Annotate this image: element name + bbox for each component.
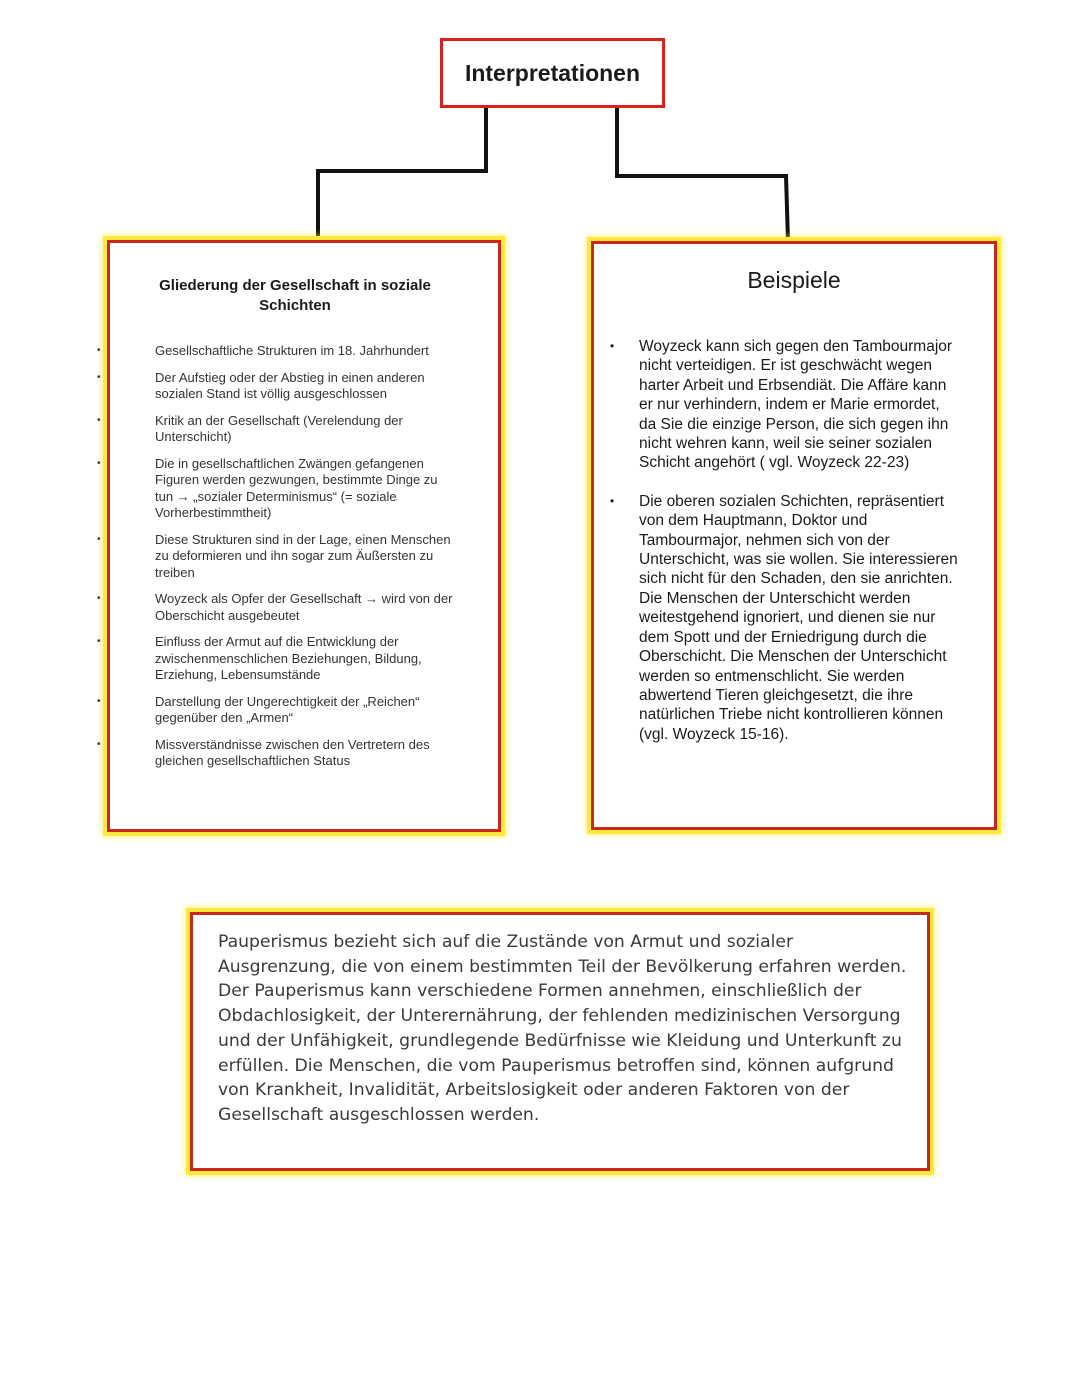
connector-left [318,108,486,240]
social-structure-heading: Gliederung der Gesellschaft in soziale Schichten [159,277,431,314]
list-item: • Der Aufstieg oder der Abstieg in einen anderen sozialen Stand ist völlig ausgeschlossen [97,369,425,401]
bullet-icon: • [610,493,615,508]
bullet-icon: • [97,371,101,383]
pauperism-text: Pauperismus bezieht sich auf die Zustände von Armut und sozialer Ausgrenzung, die von einem bestimmten Teil der Bevölkerung erfahren werden. Der Pauperismus kann verschiedene Formen annehmen, einschließlich der Obdachlosigkeit, der Unterernährung, der fehlenden medizinischen Versorgung und der Unfähigkeit, grundlegende Bedürfnisse wie Kleidung und Unterkunft zu erfüllen. Die Menschen, die vom Pauperismus betroffen sind, können aufgrund von Krankheit, Invalidität, Arbeitslosigkeit oder anderen Faktoren von der Gesellschaft ausgeschlossen werden. [218,932,907,1125]
list-item: • Einfluss der Armut auf die Entwicklung der zwischenmenschlichen Beziehungen, Bildung, Erziehung, Lebensumstände [97,634,422,682]
bullet-icon: • [97,695,101,707]
pauperism-box [190,912,930,1171]
list-item: • Woyzeck als Opfer der Gesellschaft → wird von der Oberschicht ausgebeutet [97,591,453,623]
title-box [440,38,665,108]
social-structure-box [97,240,501,832]
bullet-icon: • [97,457,101,469]
list-item: • Darstellung der Ungerechtigkeit der „Reichen“ gegenüber den „Armen“ [97,693,420,725]
bullet-icon: • [97,345,101,356]
bullet-icon: • [97,533,101,545]
list-item: • Missverständnisse zwischen den Vertretern des gleichen gesellschaftlichen Status [97,736,430,768]
list-item: • Woyzeck kann sich gegen den Tambourmajor nicht verteidigen. Er ist geschwächt wegen harter Arbeit und Erbsendiät. Die Affäre kann er nur verhindern, indem er Marie ermordet, da Sie die einzige Person, die sich gegen ihn nicht wehren kann, weil sie seiner sozialen Schicht angehört ( vgl. Woyzeck 22-23) [610,338,953,472]
examples-box [591,241,997,830]
bullet-icon: • [97,414,101,426]
examples-heading: Beispiele [747,267,841,293]
bullet-icon: • [97,636,101,647]
bullet-icon: • [97,593,101,604]
list-item: • Kritik an der Gesellschaft (Verelendung der Unterschicht) [97,412,403,444]
list-item: • Die oberen sozialen Schichten, repräsentiert von dem Hauptmann, Doktor und Tambourmajor, nehmen sich von der Unterschicht, was sie wollen. Sie interessieren sich nicht für den Schaden, den sie anrichten. Die Menschen der Unterschicht werden weitestgehend ignoriert, und dienen sie nur dem Spott und der Erniedrigung durch die Oberschicht. Die Menschen der Unterschicht werden so entmenschlicht. Sie werden abwertend Tieren gleichgesetzt, die ihre natürlichen Triebe nicht kontrollieren können (vgl. Woyzeck 15-16). [610,492,958,743]
title-text: Interpretationen [464,59,641,86]
list-item: • Die in gesellschaftlichen Zwängen gefangenen Figuren werden gezwungen, bestimmte Dinge zu tun → „sozialer Determinismus“ (= soziale Vorherbestimmtheit) [97,455,438,520]
bullet-icon: • [610,339,615,353]
bullet-icon: • [97,738,101,750]
social-structure-list [97,343,455,780]
examples-list [594,337,959,763]
list-item: • Gesellschaftliche Strukturen im 18. Jahrhundert [97,343,429,358]
list-item: • Diese Strukturen sind in der Lage, einen Menschen zu deformieren und ihn sogar zum Äußersten zu treiben [97,531,451,580]
connector-right [617,108,788,241]
